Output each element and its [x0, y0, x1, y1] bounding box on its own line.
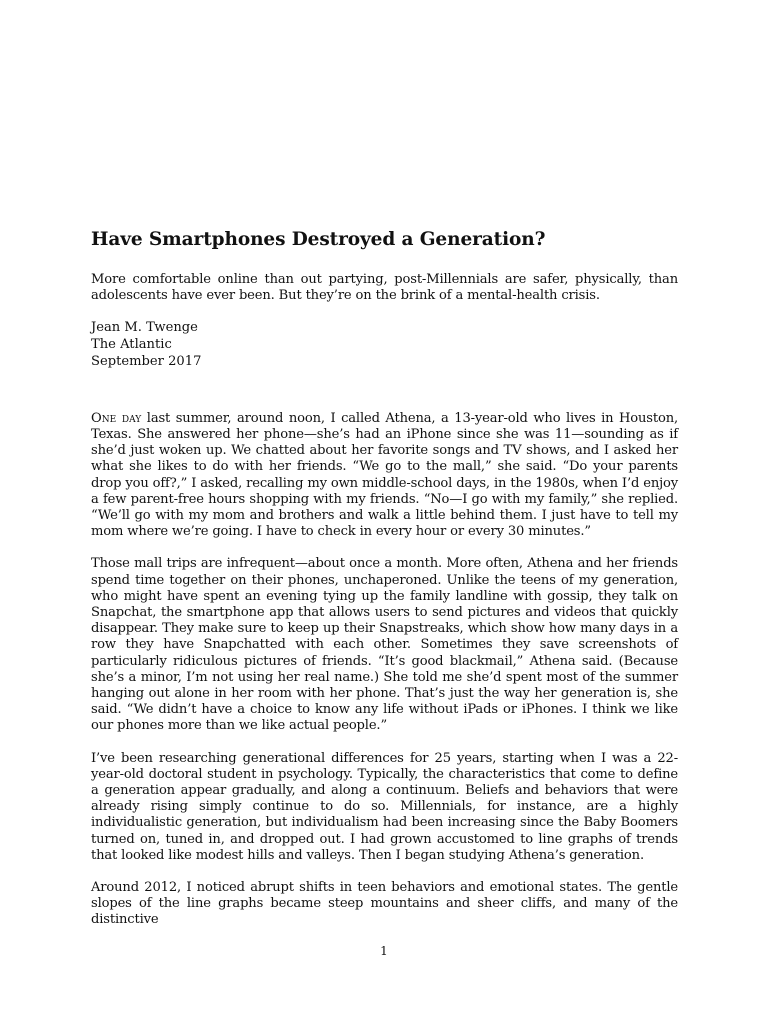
body-paragraph-1	[91, 411, 678, 541]
body-paragraph-3: I’ve been researching generational differences for 25 years, starting when I was a 22-year-old doctoral student in psychology. Typically, the characteristics that come to define a generation appear gradually, and along a continuum. Beliefs and behaviors that were already rising simply continue to do so. Millennials, for instance, are a highly individualistic generation, but individualism had been increasing since the Baby Boomers turned on, tuned in, and dropped out. I had grown accustomed to line graphs of trends that looked like modest hills and valleys. Then I began studying Athena’s generation.	[91, 750, 678, 863]
body-paragraph-4: Around 2012, I noticed abrupt shifts in teen behaviors and emotional states. The gentle slopes of the line graphs became steep mountains and sheer cliffs, and many of the distinctive	[91, 880, 678, 928]
paragraph-lead-in: One day	[91, 410, 142, 426]
page-number: 1	[380, 944, 388, 958]
article-title: Have Smartphones Destroyed a Generation?	[91, 229, 546, 250]
publication-date: September 2017	[91, 354, 202, 369]
publication-name: The Atlantic	[91, 337, 172, 353]
paragraph-text: last summer, around noon, I called Athena, a 13-year-old who lives in Houston, Texas. She answered her phone—she’s had an iPhone since she was 11—sounding as if she’d just woken up. We chatted about her favorite songs and TV shows, and I asked her what she likes to do with her friends. “We go to the mall,” she said. “Do your parents drop you off?,” I asked, recalling my own middle-school days, in the 1980s, when I’d enjoy a few parent-free hours shopping with my friends. “No—I go with my family,” she replied. “We’ll go with my mom and brothers and walk a little behind them. I just have to tell my mom where we’re going. I have to check in every hour or every 30 minutes.”	[91, 410, 678, 540]
author-name: Jean M. Twenge	[91, 320, 198, 336]
body-paragraph-2: Those mall trips are infrequent—about once a month. More often, Athena and her friends spend time together on their phones, unchaperoned. Unlike the teens of my generation, who might have spent an evening tying up the family landline with gossip, they talk on Snapchat, the smartphone app that allows users to send pictures and videos that quickly disappear. They make sure to keep up their Snapstreaks, which show how many days in a row they have Snapchatted with each other. Sometimes they save screenshots of particularly ridiculous pictures of friends. “It’s good blackmail,” Athena said. (Because she’s a minor, I’m not using her real name.) She told me she’d spent most of the summer hanging out alone in her room with her phone. That’s just the way her generation is, she said. “We didn’t have a choice to know any life without iPads or iPhones. I think we like our phones more than we like actual people.”	[91, 556, 678, 734]
article-byline	[91, 320, 678, 370]
article-subtitle: More comfortable online than out partying, post-Millennials are safer, physically, than adolescents have ever been. But they’re on the brink of a mental-health crisis.	[91, 272, 678, 304]
document-content	[91, 228, 678, 945]
